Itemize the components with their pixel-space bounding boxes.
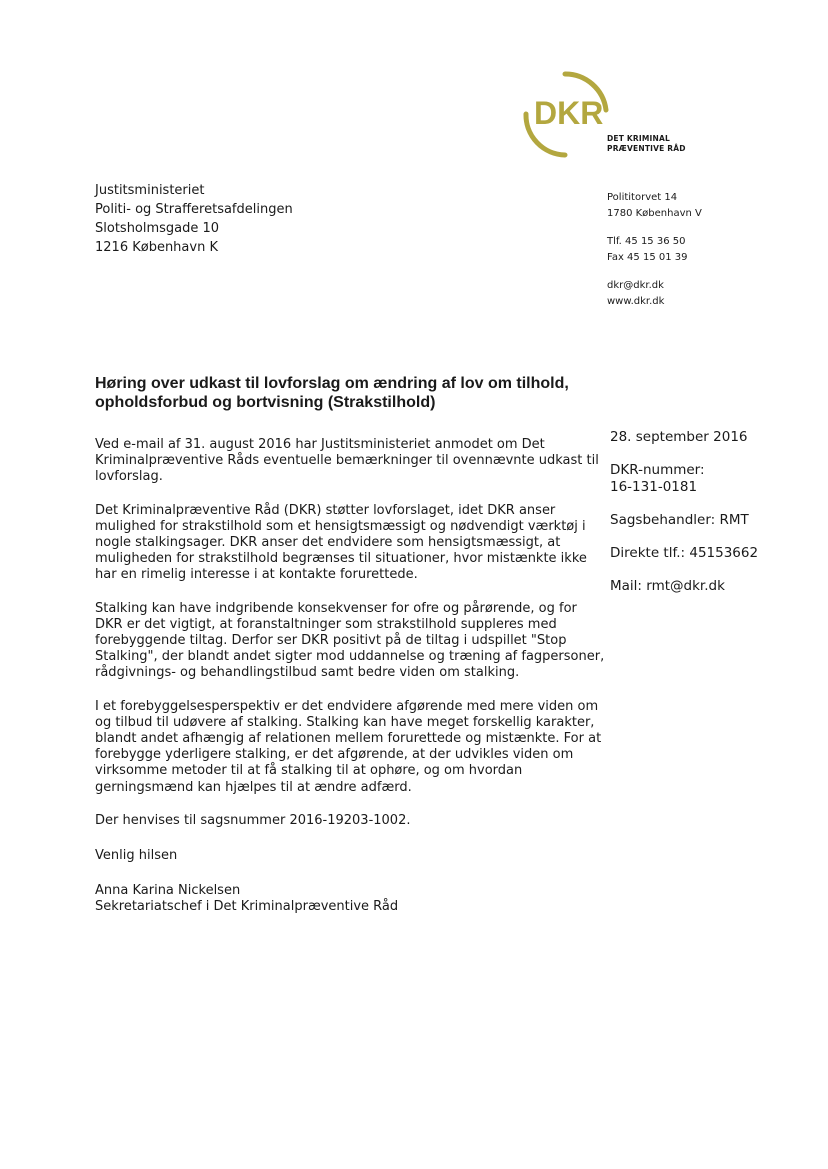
sender-fax: Fax 45 15 01 39 — [607, 252, 688, 263]
body-paragraph: Der henvises til sagsnummer 2016-19203-1002. — [95, 812, 411, 828]
logo-subtitle-line2: PRÆVENTIVE RÅD — [607, 144, 686, 153]
signature-title: Sekretariatschef i Det Kriminalpræventive Råd — [95, 899, 399, 915]
letter-subject: Høring over udkast til lovforslag om ændring af lov om tilhold, opholdsforbud og bortvisning (Strakstilhold) — [95, 375, 569, 411]
direct-phone: Direkte tlf.: 45153662 — [610, 545, 759, 561]
closing-greeting: Venlig hilsen — [95, 848, 178, 864]
sender-city: 1780 København V — [607, 208, 702, 219]
logo-subtitle — [607, 134, 686, 154]
body-paragraph: Stalking kan have indgribende konsekvenser for ofre og pårørende, og for DKR er det vigtigt, at foranstaltninger som strakstilhold suppleres med forebyggende tiltag. Derfor ser DKR positivt på de tiltag i udspillet "Stop Stalking", der blandt andet sigter mod uddannelse og træning af fagpersoner, rådgivnings- og behandlingstilbud samt bedre viden om stalking. — [95, 600, 605, 681]
recipient-line: Slotsholmsgade 10 — [95, 221, 220, 236]
dkr-logo — [520, 70, 610, 160]
recipient-address — [95, 181, 293, 257]
recipient-line: Politi- og Strafferetsafdelingen — [95, 202, 293, 217]
dkr-number: 16-131-0181 — [610, 479, 698, 495]
dkr-number-label: DKR-nummer: — [610, 462, 705, 478]
sender-email-link[interactable]: dkr@dkr.dk — [607, 280, 664, 291]
sender-info — [607, 190, 702, 310]
recipient-line: 1216 København K — [95, 240, 218, 255]
sender-street: Polititorvet 14 — [607, 192, 678, 203]
sender-phone: Tlf. 45 15 36 50 — [607, 236, 686, 247]
recipient-line: Justitsministeriet — [95, 183, 205, 198]
body-paragraph: I et forebyggelsesperspektiv er det endvidere afgørende med mere viden om og tilbud til udøvere af stalking. Stalking kan have meget forskellig karakter, blandt andet afhængig af relationen mellem forurettede og mistænkte. For at forebygge yderligere stalking, er det afgørende, at der udvikles viden om virksomme metoder til at få stalking til at ophøre, og om hvordan gerningsmænd kan hjælpes til at ændre adfærd. — [95, 698, 602, 795]
letter-date: 28. september 2016 — [610, 429, 748, 445]
logo-text: DKR — [534, 95, 604, 131]
signature-name: Anna Karina Nickelsen — [95, 883, 241, 899]
body-paragraph: Ved e-mail af 31. august 2016 har Justitsministeriet anmodet om Det Kriminalpræventive Råds eventuelle bemærkninger til ovennævnte udkast til lovforslag. — [95, 437, 599, 485]
contact-mail: Mail: rmt@dkr.dk — [610, 578, 725, 594]
logo-subtitle-line1: DET KRIMINAL — [607, 134, 670, 143]
body-paragraph: Det Kriminalpræventive Råd (DKR) støtter lovforslaget, idet DKR anser mulighed for strakstilhold som et hensigtsmæssigt og nødvendigt værktøj i nogle stalkingsager. DKR anser det endvidere som hensigtsmæssigt, at muligheden for strakstilhold begrænses til situationer, hvor mistænkte ikke har en rimelig interesse i at kontakte forurettede. — [95, 502, 587, 583]
case-handler: Sagsbehandler: RMT — [610, 512, 749, 528]
sender-web-link[interactable]: www.dkr.dk — [607, 296, 665, 307]
case-info — [610, 429, 758, 595]
letter-body — [95, 437, 605, 916]
signature-block — [95, 883, 605, 915]
